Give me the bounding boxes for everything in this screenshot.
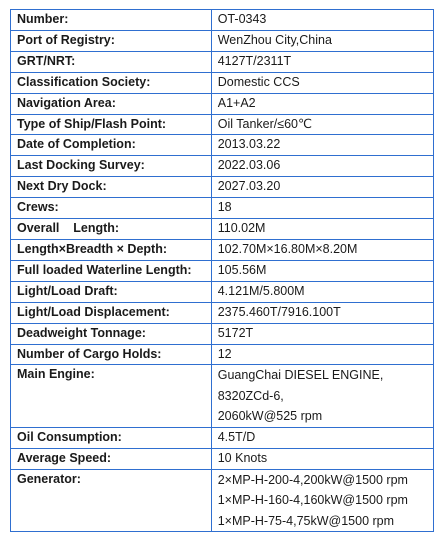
row-label: Classification Society: bbox=[11, 72, 212, 93]
row-value: 18 bbox=[211, 198, 433, 219]
row-value: 4.121M/5.800M bbox=[211, 281, 433, 302]
row-value: WenZhou City,China bbox=[211, 30, 433, 51]
generator-line: 2×MP-H-200-4,200kW@1500 rpm bbox=[217, 472, 408, 487]
table-row bbox=[11, 156, 434, 177]
row-label: Full loaded Waterline Length: bbox=[11, 260, 212, 281]
row-label: Oil Consumption: bbox=[11, 427, 212, 448]
row-label: Date of Completion: bbox=[11, 135, 212, 156]
main-engine-line: 2060kW@525 rpm bbox=[217, 409, 323, 424]
row-value: 110.02M bbox=[211, 219, 433, 240]
row-value: 105.56M bbox=[211, 260, 433, 281]
row-value: 12 bbox=[211, 344, 433, 365]
row-value: 4127T/2311T bbox=[211, 51, 433, 72]
row-value: Domestic CCS bbox=[211, 72, 433, 93]
row-label: Generator: bbox=[11, 469, 212, 532]
table-row bbox=[11, 365, 434, 428]
ship-spec-table bbox=[10, 9, 434, 532]
row-label: GRT/NRT: bbox=[11, 51, 212, 72]
row-label: Number: bbox=[11, 10, 212, 31]
row-label: Navigation Area: bbox=[11, 93, 212, 114]
row-label: Average Speed: bbox=[11, 448, 212, 469]
row-label: Overall Length: bbox=[11, 219, 212, 240]
row-value: 2022.03.06 bbox=[211, 156, 433, 177]
table-row bbox=[11, 93, 434, 114]
table-row bbox=[11, 448, 434, 469]
row-label: Port of Registry: bbox=[11, 30, 212, 51]
row-label: Main Engine: bbox=[11, 365, 212, 428]
table-row bbox=[11, 114, 434, 135]
row-label: Length×Breadth × Depth: bbox=[11, 239, 212, 260]
table-row bbox=[11, 239, 434, 260]
row-value: 5172T bbox=[211, 323, 433, 344]
generator-value bbox=[211, 469, 433, 532]
row-label: Number of Cargo Holds: bbox=[11, 344, 212, 365]
row-label: Light/Load Displacement: bbox=[11, 302, 212, 323]
row-value: 102.70M×16.80M×8.20M bbox=[211, 239, 433, 260]
table-row bbox=[11, 260, 434, 281]
main-engine-value bbox=[211, 365, 433, 428]
row-value: 2375.460T/7916.100T bbox=[211, 302, 433, 323]
row-value: 4.5T/D bbox=[211, 427, 433, 448]
table-row bbox=[11, 469, 434, 532]
row-label: Light/Load Draft: bbox=[11, 281, 212, 302]
row-value: 10 Knots bbox=[211, 448, 433, 469]
generator-line: 1×MP-H-75-4,75kW@1500 rpm bbox=[217, 513, 395, 528]
table-row bbox=[11, 51, 434, 72]
row-label: Type of Ship/Flash Point: bbox=[11, 114, 212, 135]
table-row bbox=[11, 72, 434, 93]
row-value: 2013.03.22 bbox=[211, 135, 433, 156]
table-row bbox=[11, 219, 434, 240]
table-row bbox=[11, 198, 434, 219]
generator-line: 1×MP-H-160-4,160kW@1500 rpm bbox=[217, 493, 408, 508]
table-row bbox=[11, 135, 434, 156]
row-label: Last Docking Survey: bbox=[11, 156, 212, 177]
row-label: Crews: bbox=[11, 198, 212, 219]
row-label: Next Dry Dock: bbox=[11, 177, 212, 198]
table-row bbox=[11, 302, 434, 323]
table-row bbox=[11, 323, 434, 344]
row-value: A1+A2 bbox=[211, 93, 433, 114]
table-row bbox=[11, 10, 434, 31]
row-label: Deadweight Tonnage: bbox=[11, 323, 212, 344]
main-engine-line: GuangChai DIESEL ENGINE, bbox=[217, 368, 384, 383]
table-row bbox=[11, 177, 434, 198]
main-engine-line: 8320ZCd-6, bbox=[217, 388, 284, 403]
row-value: Oil Tanker/≤60℃ bbox=[211, 114, 433, 135]
row-value: 2027.03.20 bbox=[211, 177, 433, 198]
table-row bbox=[11, 30, 434, 51]
table-row bbox=[11, 427, 434, 448]
table-row bbox=[11, 344, 434, 365]
table-row bbox=[11, 281, 434, 302]
row-value: OT-0343 bbox=[211, 10, 433, 31]
